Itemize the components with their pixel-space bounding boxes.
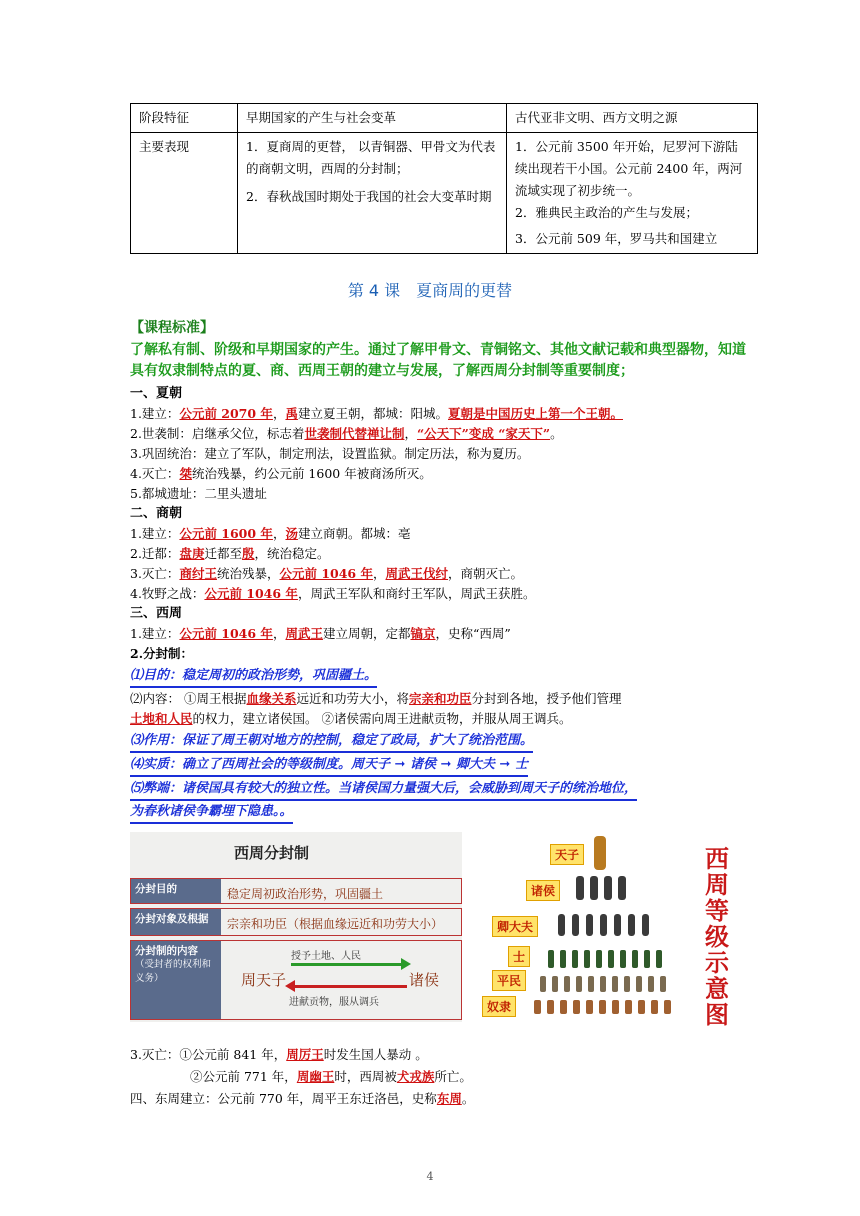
table-cell: 早期国家的产生与社会变革 bbox=[238, 104, 507, 133]
text: 建立夏王朝，都城：阳城。 bbox=[297, 406, 448, 421]
key-term: 周幽王 bbox=[296, 1069, 335, 1084]
lesson-title: 第 4 课 夏商周的更替 bbox=[347, 281, 513, 300]
text: ，统治稳定。 bbox=[254, 546, 330, 561]
key-term: 商纣王 bbox=[179, 566, 217, 581]
text: 1.建立： bbox=[130, 526, 180, 541]
table-row bbox=[131, 133, 758, 254]
key-term: 公元前 2070 年 bbox=[179, 406, 273, 421]
fenfeng-content-2 bbox=[130, 709, 750, 729]
key-term: 周武王 bbox=[285, 626, 323, 641]
table-row bbox=[131, 104, 758, 133]
tier-label: 天子 bbox=[550, 844, 584, 865]
table-cell: 主要表现 bbox=[131, 133, 238, 254]
shang-line-3 bbox=[130, 564, 750, 584]
text: ， bbox=[272, 406, 286, 421]
text: 所亡。 bbox=[434, 1069, 472, 1084]
row-label: 分封目的 bbox=[131, 879, 221, 903]
text: ，周武王军队和商纣王军队，周武王获胜。 bbox=[297, 586, 536, 601]
key-term: 桀 bbox=[179, 466, 192, 481]
figure-title: 西周分封制 bbox=[234, 844, 310, 862]
key-term: 公元前 1046 年 bbox=[179, 626, 273, 641]
decline-line-1 bbox=[130, 1044, 750, 1066]
tier-label: 奴隶 bbox=[482, 996, 516, 1017]
key-term: 公元前 1046 年 bbox=[204, 586, 298, 601]
tier-label: 诸侯 bbox=[526, 880, 560, 901]
fenfeng-purpose bbox=[130, 665, 750, 688]
fenfeng-effect bbox=[130, 730, 750, 753]
decline-block bbox=[130, 1044, 750, 1110]
fenfeng-table-image bbox=[130, 832, 462, 1022]
party-right: 诸侯 bbox=[409, 971, 440, 989]
highlight-text: ⑶作用：保证了周王朝对地方的控制，稳定了政局，扩大了统治范围。 bbox=[130, 732, 533, 753]
table-cell bbox=[507, 133, 758, 254]
lesson-body bbox=[130, 318, 750, 825]
text: 统治残暴， bbox=[216, 566, 280, 581]
highlight-text: ⑸弊端：诸侯国具有较大的独立性。当诸侯国力量强大后，会威胁到周天子的统治地位， bbox=[130, 780, 637, 801]
arrow-left-icon bbox=[295, 985, 407, 988]
text: 时，西周被 bbox=[334, 1069, 397, 1084]
key-term: 公元前 1046 年 bbox=[279, 566, 373, 581]
hierarchy-pyramid-image bbox=[478, 832, 730, 1022]
highlight-text: ⑴目的：稳定周初的政治形势，巩固疆土。 bbox=[130, 667, 377, 688]
fenfeng-drawback bbox=[130, 778, 750, 824]
text: ， bbox=[372, 566, 386, 581]
key-term: 汤 bbox=[285, 526, 298, 541]
xia-line-3: 3.巩固统治：建立了军队，制定刑法，设置监狱。制定历法，称为夏历。 bbox=[130, 446, 530, 461]
highlight-text: ⑷实质：确立了西周社会的等级制度。周天子 ➞ 诸侯 ➞ 卿大夫 ➞ 士 bbox=[130, 756, 528, 777]
key-term: 盘庚 bbox=[179, 546, 205, 561]
key-term: 犬戎族 bbox=[396, 1069, 435, 1084]
table-cell: 阶段特征 bbox=[131, 104, 238, 133]
text: 时发生国人暴动 。 bbox=[323, 1047, 428, 1062]
cell-paragraph: 2．雅典民主政治的产生与发展； bbox=[515, 205, 698, 220]
text: 2.世袭制：启继承父位，标志着 bbox=[130, 426, 305, 441]
key-term: 周武王伐纣 bbox=[385, 566, 448, 581]
text: ⑵内容： ①周王根据 bbox=[130, 691, 247, 706]
fenfeng-essence bbox=[130, 754, 750, 777]
fenfeng-figure bbox=[130, 832, 730, 1029]
highlight-text: 为春秋诸侯争霸埋下隐患。。 bbox=[130, 803, 293, 824]
row-label: 分封对象及根据 bbox=[131, 909, 221, 935]
text: 统治残暴，约公元前 1600 年被商汤所灭。 bbox=[191, 466, 432, 481]
key-term: 东周 bbox=[436, 1091, 462, 1106]
text: 4.牧野之战： bbox=[130, 586, 205, 601]
key-term: 周厉王 bbox=[286, 1047, 324, 1062]
text: 。 bbox=[461, 1091, 475, 1106]
arrow-right-icon bbox=[291, 963, 403, 966]
key-term: 禹 bbox=[285, 406, 298, 421]
cell-paragraph: 1．公元前 3500 年开始，尼罗河下游陆续出现若干小国。公元前 2400 年，两河流域实现了初步统一。 bbox=[515, 139, 743, 198]
page-number: 4 bbox=[426, 1170, 434, 1183]
figure-row-targets bbox=[130, 908, 462, 936]
eastern-zhou-line bbox=[130, 1088, 750, 1110]
arrow-bottom-label: 进献贡物，服从调兵 bbox=[289, 997, 379, 1008]
row-value: 宗亲和功臣（根据血缘远近和功劳大小） bbox=[227, 917, 444, 931]
key-term: 世袭制代替禅让制 bbox=[304, 426, 405, 441]
tier-label: 卿大夫 bbox=[492, 916, 538, 937]
fenfeng-content-1 bbox=[130, 689, 750, 709]
zhou-line-1 bbox=[130, 624, 750, 644]
tier-label: 平民 bbox=[492, 970, 526, 991]
standard-heading: 【课程标准】 bbox=[130, 320, 214, 336]
text: 。 bbox=[550, 426, 563, 441]
shang-line-4 bbox=[130, 584, 750, 604]
text: 3.灭亡：①公元前 841 年， bbox=[130, 1047, 287, 1062]
text: 建立周朝，定都 bbox=[322, 626, 411, 641]
text: 的权力，建立诸侯国。 ②诸侯需向周王进献贡物，并服从周王调兵。 bbox=[192, 711, 572, 726]
xia-line-2 bbox=[130, 424, 750, 444]
arrow-top-label: 授予土地、人民 bbox=[291, 951, 361, 962]
text: ②公元前 771 年， bbox=[190, 1069, 297, 1084]
text: ， bbox=[272, 526, 286, 541]
row-label-subtext: （受封者的权利和义务） bbox=[135, 959, 212, 984]
key-term: 夏朝是中国历史上第一个王朝。 bbox=[447, 406, 623, 421]
arrow-head-icon bbox=[285, 980, 295, 992]
row-label bbox=[131, 941, 221, 1019]
text: ， bbox=[272, 626, 286, 641]
hierarchy-title: 西周等级示意图 bbox=[705, 845, 729, 1029]
text: 3.灭亡： bbox=[130, 566, 180, 581]
text: 远近和功劳大小，将 bbox=[296, 691, 410, 706]
key-term: 殷 bbox=[241, 546, 255, 561]
text: 建立商朝。都城：亳 bbox=[297, 526, 411, 541]
table-cell: 古代亚非文明、西方文明之源 bbox=[507, 104, 758, 133]
key-term: “公天下”变成 “家天下” bbox=[416, 426, 551, 441]
text: 2.迁都： bbox=[130, 546, 180, 561]
decline-line-2 bbox=[130, 1066, 750, 1088]
arrow-head-icon bbox=[401, 958, 411, 970]
text: 1.建立： bbox=[130, 406, 180, 421]
xia-line-1 bbox=[130, 404, 750, 424]
party-left: 周天子 bbox=[241, 971, 287, 989]
text: ，商朝灭亡。 bbox=[448, 566, 524, 581]
shang-line-2 bbox=[130, 544, 750, 564]
tier-label: 士 bbox=[508, 946, 530, 967]
key-term: 公元前 1600 年 bbox=[179, 526, 273, 541]
text: ， bbox=[404, 426, 417, 441]
text: 迁都至 bbox=[204, 546, 242, 561]
key-term: 宗亲和功臣 bbox=[409, 691, 472, 706]
row-value: 稳定周初政治形势，巩固疆土 bbox=[227, 887, 384, 901]
cell-paragraph: 1．夏商周的更替， 以青铜器、甲骨文为代表的商朝文明，西周的分封制； bbox=[246, 139, 496, 176]
standard-text: 了解私有制、阶级和早期国家的产生。通过了解甲骨文、青铜铭文、其他文献记载和典型器物，知道具有奴隶制特点的夏、商、西周王朝的建立与发展，了解西周分封制等重要制度； bbox=[130, 342, 746, 379]
text: ，史称“西周” bbox=[435, 626, 511, 641]
text: 4.灭亡： bbox=[130, 466, 180, 481]
key-term: 土地和人民 bbox=[130, 711, 193, 726]
figure-row-content bbox=[130, 940, 462, 1020]
key-term: 镐京 bbox=[410, 626, 436, 641]
xia-line-5: 5.都城遗址：二里头遗址 bbox=[130, 486, 267, 501]
section-heading-shang: 二、商朝 bbox=[130, 506, 183, 521]
cell-paragraph: 3．公元前 509 年，罗马共和国建立 bbox=[515, 231, 718, 246]
section-heading-zhou: 三、西周 bbox=[130, 606, 183, 621]
section-heading-xia: 一、夏朝 bbox=[130, 386, 183, 401]
key-term: 血缘关系 bbox=[246, 691, 297, 706]
text: 分封到各地，授予他们管理 bbox=[471, 691, 622, 706]
shang-line-1 bbox=[130, 524, 750, 544]
cell-paragraph: 2．春秋战国时期处于我国的社会大变革时期 bbox=[246, 189, 492, 204]
row-label-text: 分封制的内容 bbox=[135, 945, 198, 957]
xia-line-4 bbox=[130, 464, 750, 484]
text: 1.建立： bbox=[130, 626, 180, 641]
zhou-line-2: 2.分封制： bbox=[130, 646, 194, 661]
table-cell bbox=[238, 133, 507, 254]
text: 四、东周建立：公元前 770 年，周平王东迁洛邑，史称 bbox=[130, 1091, 437, 1106]
stage-table bbox=[130, 103, 758, 254]
figure-row-purpose bbox=[130, 878, 462, 904]
